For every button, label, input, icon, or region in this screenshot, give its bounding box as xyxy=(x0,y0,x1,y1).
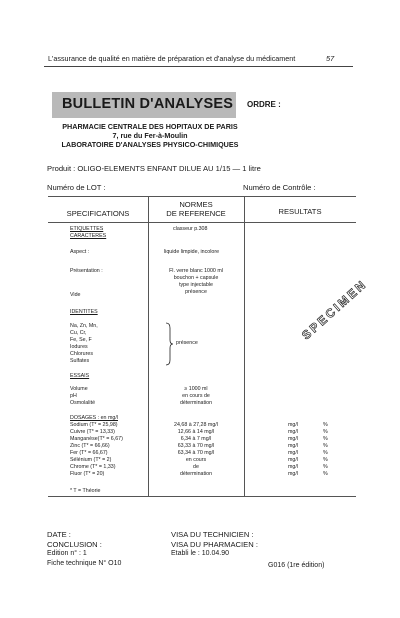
org-line-1: PHARMACIE CENTRALE DES HOPITAUX DE PARIS xyxy=(62,122,238,131)
dosage-percent: % xyxy=(323,422,328,428)
dosage-name: Manganèse(T* = 6,67) xyxy=(70,436,123,442)
title-banner xyxy=(52,92,236,118)
visa-pharmacien: VISA DU PHARMACIEN : xyxy=(171,540,258,549)
identites-heading: IDENTITES xyxy=(70,309,98,315)
dosage-name: Fluor (T* = 20) xyxy=(70,471,105,477)
presentation-norm: bouchon + capsule xyxy=(173,275,219,281)
identite-item: Sulfates xyxy=(70,358,90,364)
dosage-name: Zinc (T* = 66,66) xyxy=(70,443,110,449)
presentation-norm: présence xyxy=(185,289,207,295)
essais-norm: ≥ 1000 ml xyxy=(184,386,208,392)
etabli-date: Etabli le : 10.04.90 xyxy=(171,550,229,557)
dosage-percent: % xyxy=(323,464,328,470)
fiche-technique: Fiche technique N° O10 xyxy=(47,560,122,567)
org-line-2: 7, rue du Fer-à-Moulin xyxy=(112,131,188,140)
col-divider-2 xyxy=(244,196,245,496)
dosage-unit: mg/l xyxy=(288,422,299,428)
dosage-unit: mg/l xyxy=(288,443,299,449)
etiquettes-heading: ETIQUETTES xyxy=(70,226,104,232)
col-header-specifications: SPECIFICATIONS xyxy=(66,209,130,218)
table-bottom-rule xyxy=(48,496,356,497)
col-divider-1 xyxy=(148,196,149,496)
dosage-percent: % xyxy=(323,429,328,435)
identite-item: Fe, Se, F xyxy=(70,337,92,343)
essai-item: Osmolalité xyxy=(70,400,96,406)
dosage-norm: détermination xyxy=(179,471,213,477)
col-header-normes: NORMES xyxy=(179,200,213,209)
dosage-unit: mg/l xyxy=(288,457,299,463)
ordre-label: ORDRE : xyxy=(247,100,281,109)
edition-label: Edition n° : 1 xyxy=(47,550,87,557)
essais-norm: détermination xyxy=(179,400,213,406)
visa-technicien: VISA DU TECHNICIEN : xyxy=(171,530,254,539)
dosage-unit: mg/l xyxy=(288,450,299,456)
running-header: L'assurance de qualité en matière de préparation et d'analyse du médicament xyxy=(48,54,296,63)
identite-item: Na, Zn, Mn, xyxy=(70,323,98,329)
vide-label: Vide xyxy=(70,292,81,298)
essai-item: Volume xyxy=(70,386,88,392)
table-header-rule xyxy=(48,222,356,223)
aspect-label: Aspect : xyxy=(70,249,90,255)
document-code: G016 (1re édition) xyxy=(268,562,325,569)
identites-brace xyxy=(164,322,174,366)
date-label: DATE : xyxy=(47,530,71,539)
dosage-percent: % xyxy=(323,471,328,477)
theorie-note: * T = Théorie xyxy=(70,488,101,494)
identite-item: Iodures xyxy=(70,344,88,350)
aspect-norm: liquide limpide, incolore xyxy=(164,249,220,255)
caracteres-heading: CARACTERES xyxy=(70,233,107,239)
col-header-reference: DE REFERENCE xyxy=(166,209,226,218)
table-top-rule xyxy=(48,196,356,197)
produit-line: Produit : OLIGO-ELEMENTS ENFANT DILUE AU 1/15 — 1 litre xyxy=(47,164,261,173)
dosage-unit: mg/l xyxy=(288,471,299,477)
essais-heading: ESSAIS xyxy=(70,373,90,379)
dosage-unit: mg/l xyxy=(288,464,299,470)
document-title: BULLETIN D'ANALYSES xyxy=(62,96,234,112)
dosage-norm: 12,66 à 14 mg/l xyxy=(177,429,215,435)
presentation-norm: Fl. verre blanc 1000 ml xyxy=(169,268,223,274)
dosage-norm: de xyxy=(193,464,199,470)
specimen-watermark: SPECIMEN xyxy=(299,276,370,343)
dosage-percent: % xyxy=(323,436,328,442)
identite-item: Cu, Cr, xyxy=(70,330,87,336)
dosage-name: Sélénium (T* = 2) xyxy=(70,457,112,463)
dosage-name: Fer (T* = 66,67) xyxy=(70,450,108,456)
dosage-name: Cuivre (T* = 13,33) xyxy=(70,429,115,435)
presentation-label: Présentation : xyxy=(70,268,103,274)
dosage-norm: en cours xyxy=(185,457,207,463)
essais-norm: en cours de xyxy=(182,393,210,399)
page-number: 57 xyxy=(326,54,335,63)
dosage-name: Sodium (T* = 25,98) xyxy=(70,422,118,428)
dosage-norm: 63,33 à 70 mg/l xyxy=(177,443,215,449)
dosage-norm: 63,34 à 70 mg/l xyxy=(177,450,215,456)
dosage-unit: mg/l xyxy=(288,429,299,435)
dosages-heading: DOSAGES : en mg/l xyxy=(70,415,118,421)
dosage-percent: % xyxy=(323,450,328,456)
col-header-resultats: RESULTATS xyxy=(278,207,322,216)
etiquettes-norm: classeur p.308 xyxy=(173,226,208,232)
dosage-name: Chrome (T* = 1,33) xyxy=(70,464,116,470)
dosage-norm: 24,68 à 27,28 mg/l xyxy=(174,422,218,428)
header-rule xyxy=(44,66,353,67)
lot-label: Numéro de LOT : xyxy=(47,183,106,192)
presentation-norm: type injectable xyxy=(179,282,213,288)
essai-item: pH xyxy=(70,393,77,399)
dosage-norm: 6,34 à 7 mg/l xyxy=(180,436,212,442)
dosage-percent: % xyxy=(323,443,328,449)
controle-label: Numéro de Contrôle : xyxy=(243,183,316,192)
org-line-3: LABORATOIRE D'ANALYSES PHYSICO-CHIMIQUES xyxy=(61,140,239,149)
identites-presence: présence xyxy=(176,340,198,346)
conclusion-label: CONCLUSION : xyxy=(47,540,102,549)
dosage-percent: % xyxy=(323,457,328,463)
identite-item: Chlorures xyxy=(70,351,93,357)
dosage-unit: mg/l xyxy=(288,436,299,442)
